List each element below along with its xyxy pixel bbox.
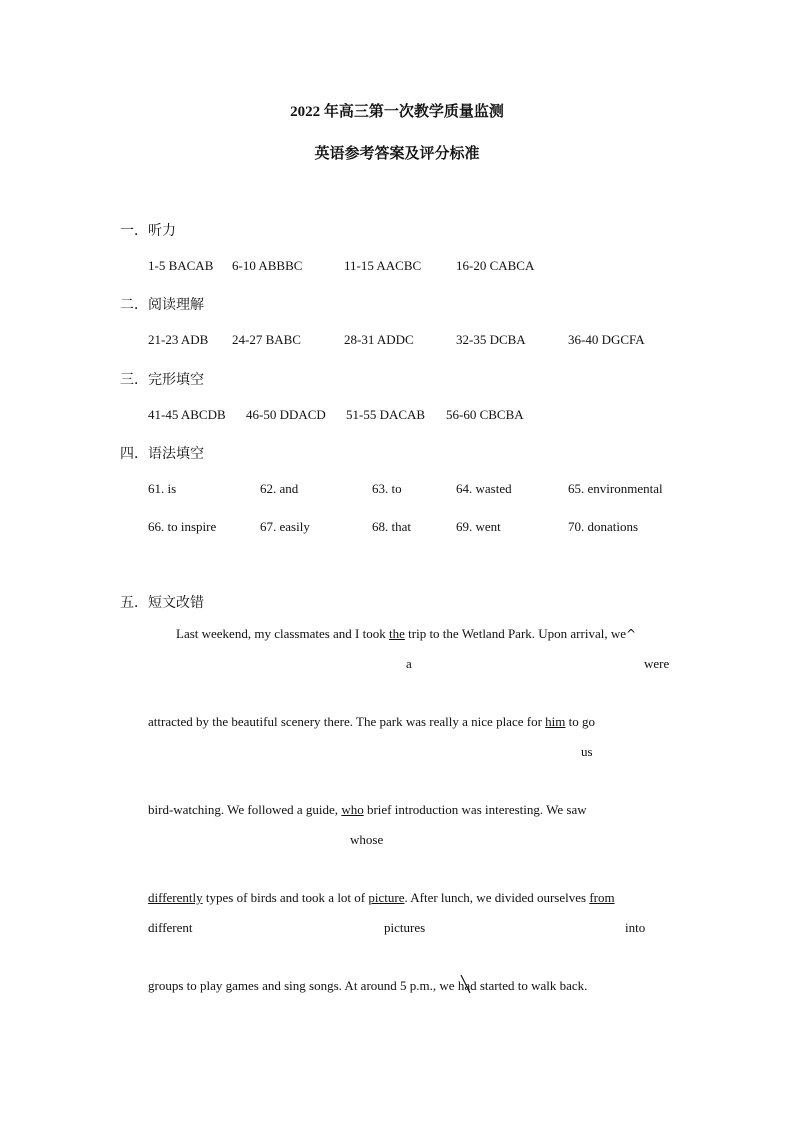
grammar-answer: 70. donations bbox=[568, 519, 639, 534]
answer-group: 21-23 ADB bbox=[148, 332, 209, 347]
grammar-answer: 64. wasted bbox=[456, 481, 512, 496]
answer-group: 32-35 DCBA bbox=[456, 332, 526, 347]
passage-text: brief introduction was interesting. We saw bbox=[363, 802, 587, 817]
passage-line bbox=[176, 626, 636, 642]
passage-text: Last weekend, my classmates and I took bbox=[176, 626, 389, 641]
answer-group: 51-55 DACAB bbox=[346, 407, 426, 422]
correction-word: pictures bbox=[384, 920, 426, 935]
correction-word: were bbox=[644, 656, 670, 671]
answer-group: 56-60 CBCBA bbox=[446, 407, 524, 422]
grammar-answer: 62. and bbox=[260, 481, 299, 496]
passage-text: groups to play games and sing songs. At around 5 p.m., we bbox=[148, 978, 458, 993]
answer-group: 28-31 ADDC bbox=[344, 332, 414, 347]
grammar-answer: 68. that bbox=[372, 519, 411, 534]
correction-word: whose bbox=[350, 832, 384, 847]
answer-group: 1-5 BACAB bbox=[148, 258, 214, 273]
correction-word: different bbox=[148, 920, 193, 935]
passage-text: bird-watching. We followed a guide, bbox=[148, 802, 342, 817]
error-word: who bbox=[341, 802, 364, 817]
passage-text: attracted by the beautiful scenery there. The park was really a nice place for bbox=[148, 714, 546, 729]
passage-text: to go bbox=[565, 714, 596, 729]
grammar-answer: 61. is bbox=[148, 481, 177, 496]
passage-line bbox=[148, 978, 587, 994]
passage-text: started to walk back. bbox=[476, 978, 588, 993]
grammar-answer: 66. to inspire bbox=[148, 519, 217, 534]
grammar-answer: 67. easily bbox=[260, 519, 310, 534]
correction-word: a bbox=[406, 656, 412, 671]
passage-line bbox=[148, 714, 595, 730]
document-subtitle: 英语参考答案及评分标准 bbox=[314, 146, 480, 162]
answer-group: 24-27 BABC bbox=[232, 332, 301, 347]
section-heading-listening: 一．听力 bbox=[120, 223, 176, 239]
section-heading-reading: 二．阅读理解 bbox=[120, 297, 204, 313]
section-heading-correction: 五．短文改错 bbox=[120, 595, 204, 611]
error-word: picture bbox=[368, 890, 405, 905]
answer-group: 6-10 ABBBC bbox=[232, 258, 303, 273]
grammar-answer: 69. went bbox=[456, 519, 501, 534]
passage-text: types of birds and took a lot of bbox=[202, 890, 369, 905]
correction-word: into bbox=[625, 920, 646, 935]
deleted-word-text: had bbox=[457, 978, 477, 993]
grammar-answer: 63. to bbox=[372, 481, 402, 496]
grammar-answer: 65. environmental bbox=[568, 481, 663, 496]
answer-group: 46-50 DDACD bbox=[246, 407, 326, 422]
error-word: him bbox=[545, 714, 566, 729]
answer-group: 41-45 ABCDB bbox=[148, 407, 226, 422]
correction-word: us bbox=[581, 744, 593, 759]
insertion-caret: ^ bbox=[626, 627, 637, 641]
answer-group: 16-20 CABCA bbox=[456, 258, 535, 273]
error-word: differently bbox=[148, 890, 203, 905]
passage-line bbox=[148, 802, 587, 818]
passage-line bbox=[148, 890, 615, 906]
passage-text: . After lunch, we divided ourselves bbox=[404, 890, 590, 905]
answer-group: 36-40 DGCFA bbox=[568, 332, 645, 347]
deleted-word bbox=[458, 978, 477, 994]
error-word: the bbox=[389, 626, 405, 641]
deletion-mark-icon bbox=[458, 974, 474, 996]
passage-text: trip to the Wetland Park. Upon arrival, we bbox=[404, 626, 626, 641]
error-word: from bbox=[589, 890, 615, 905]
document-title: 2022 年高三第一次教学质量监测 bbox=[290, 104, 504, 120]
answer-group: 11-15 AACBC bbox=[344, 258, 422, 273]
section-heading-grammar: 四．语法填空 bbox=[120, 446, 204, 462]
section-heading-cloze: 三．完形填空 bbox=[120, 372, 204, 388]
